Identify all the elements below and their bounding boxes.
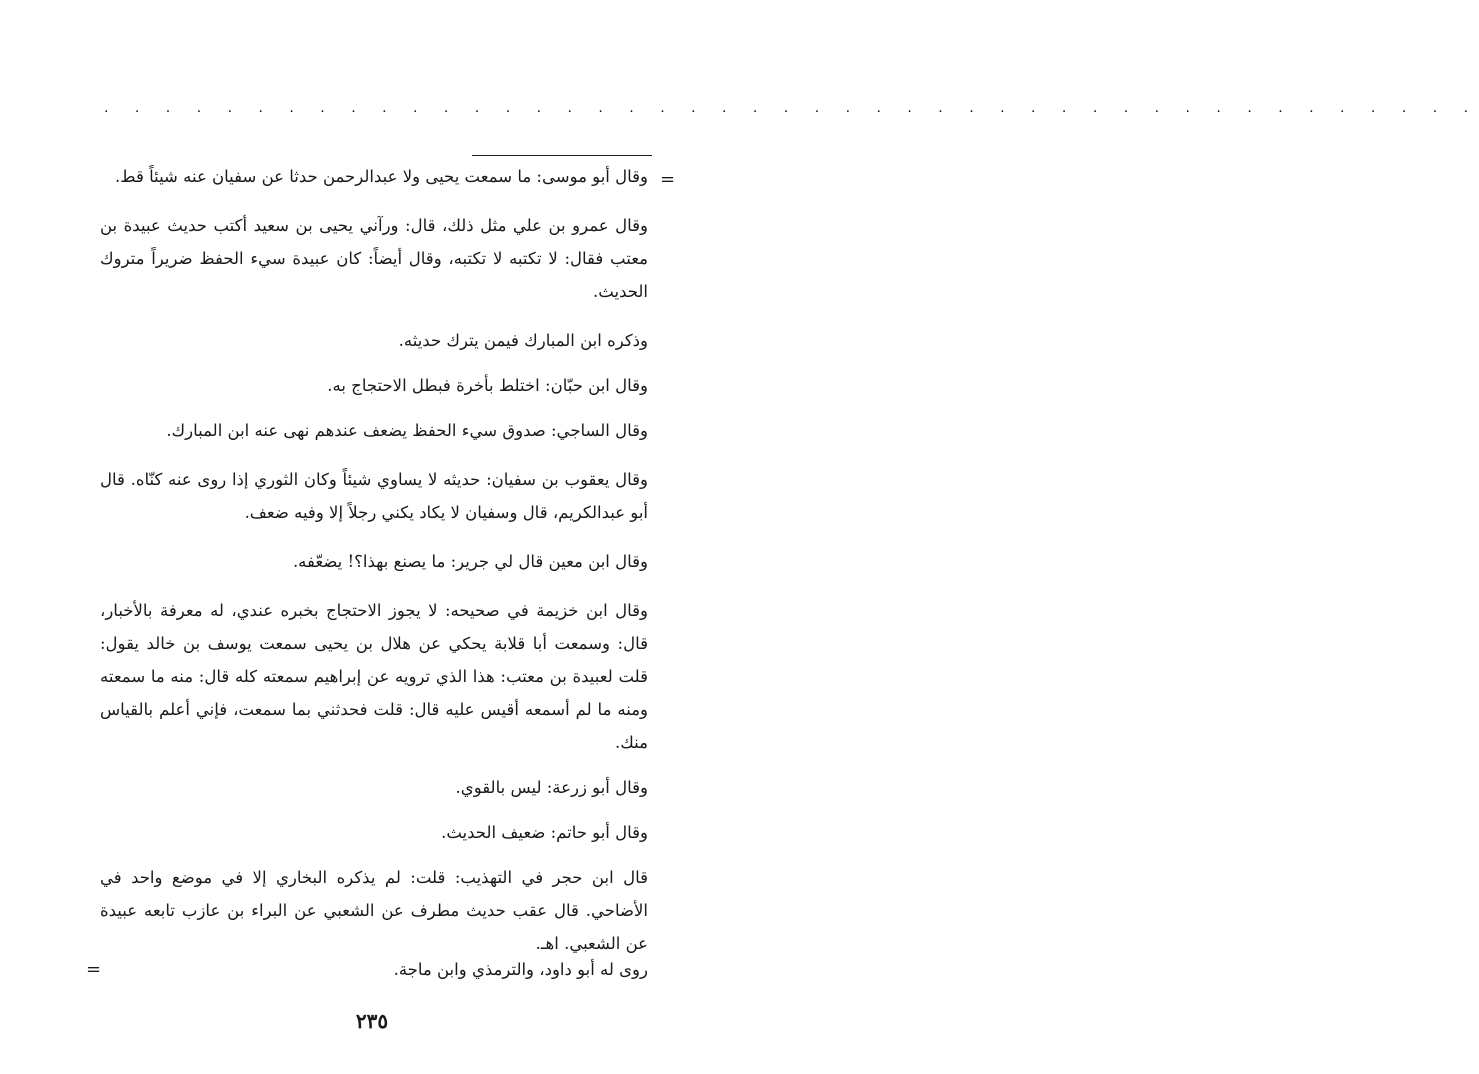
- footnote-rule: [472, 155, 652, 156]
- paragraph-ibn-main: وقال ابن معين قال لي جرير: ما يصنع بهذا؟! يضعّفه.: [292, 552, 648, 571]
- paragraph-amr-bin-ali: وقال عمرو بن علي مثل ذلك، قال: ورآني يحيى بن سعيد أكتب حديث عبيدة بن معتب فقال: لا تكتبه لا تكتبه، وقال أيضاً: كان عبيدة سيء الحفظ ضريراً متروك الحديث.: [100, 216, 648, 301]
- dotted-separator: . . . . . . . . . . . . . . . . . . . . . . . . . . . . . . . . . . . . . . . . . . . . .: [104, 100, 1479, 116]
- margin-mark-bottom: =: [86, 959, 102, 980]
- margin-mark-top: =: [660, 169, 676, 190]
- page-body: [100, 160, 648, 976]
- paragraph-ibn-khuzaymah: وقال ابن خزيمة في صحيحه: لا يجوز الاحتجاج بخبره عندي، له معرفة بالأخبار، قال: وسمعت أبا قلابة يحكي عن هلال بن يحيى سمعت يوسف بن خالد يقول: قلت لعبيدة بن معتب: هذا الذي ترويه عن إبراهيم سمعته كله قال: منه ما سمعته ومنه ما لم أسمعه أقيس عليه قال: قلت فحدثني بما سمعت، فإني أعلم بالقياس منك.: [100, 601, 648, 752]
- paragraph-abu-zurah: وقال أبو زرعة: ليس بالقوي.: [455, 778, 648, 797]
- paragraph-ibn-hibban: وقال ابن حبّان: اختلط بأخرة فبطل الاحتجاج به.: [327, 376, 648, 395]
- page-number: ٢٣٥: [355, 1009, 389, 1033]
- paragraph-abu-hatim: وقال أبو حاتم: ضعيف الحديث.: [441, 823, 648, 842]
- paragraph-yaqub-bin-sufyan: وقال يعقوب بن سفيان: حديثه لا يساوي شيئاً وكان الثوري إذا روى عنه كنّاه. قال أبو عبدالكريم، قال وسفيان لا يكاد يكني رجلاً إلا وفيه ضعف.: [100, 470, 648, 522]
- paragraph-ibn-hajar: قال ابن حجر في التهذيب: قلت: لم يذكره البخاري إلا في موضع واحد في الأضاحي. قال عقب حديث مطرف عن الشعبي عن البراء بن عازب تابعه عبيدة عن الشعبي. اهـ.: [100, 868, 648, 953]
- footer-line: روى له أبو داود، والترمذي وابن ماجة.: [393, 960, 648, 979]
- paragraph-al-saji: وقال الساجي: صدوق سيء الحفظ يضعف عندهم نهى عنه ابن المبارك.: [166, 421, 648, 440]
- paragraph-abu-musa: وقال أبو موسى: ما سمعت يحيى ولا عبدالرحمن حدثا عن سفيان عنه شيئاً قط.: [115, 167, 648, 186]
- paragraph-ibn-al-mubarak: وذكره ابن المبارك فيمن يترك حديثه.: [398, 331, 648, 350]
